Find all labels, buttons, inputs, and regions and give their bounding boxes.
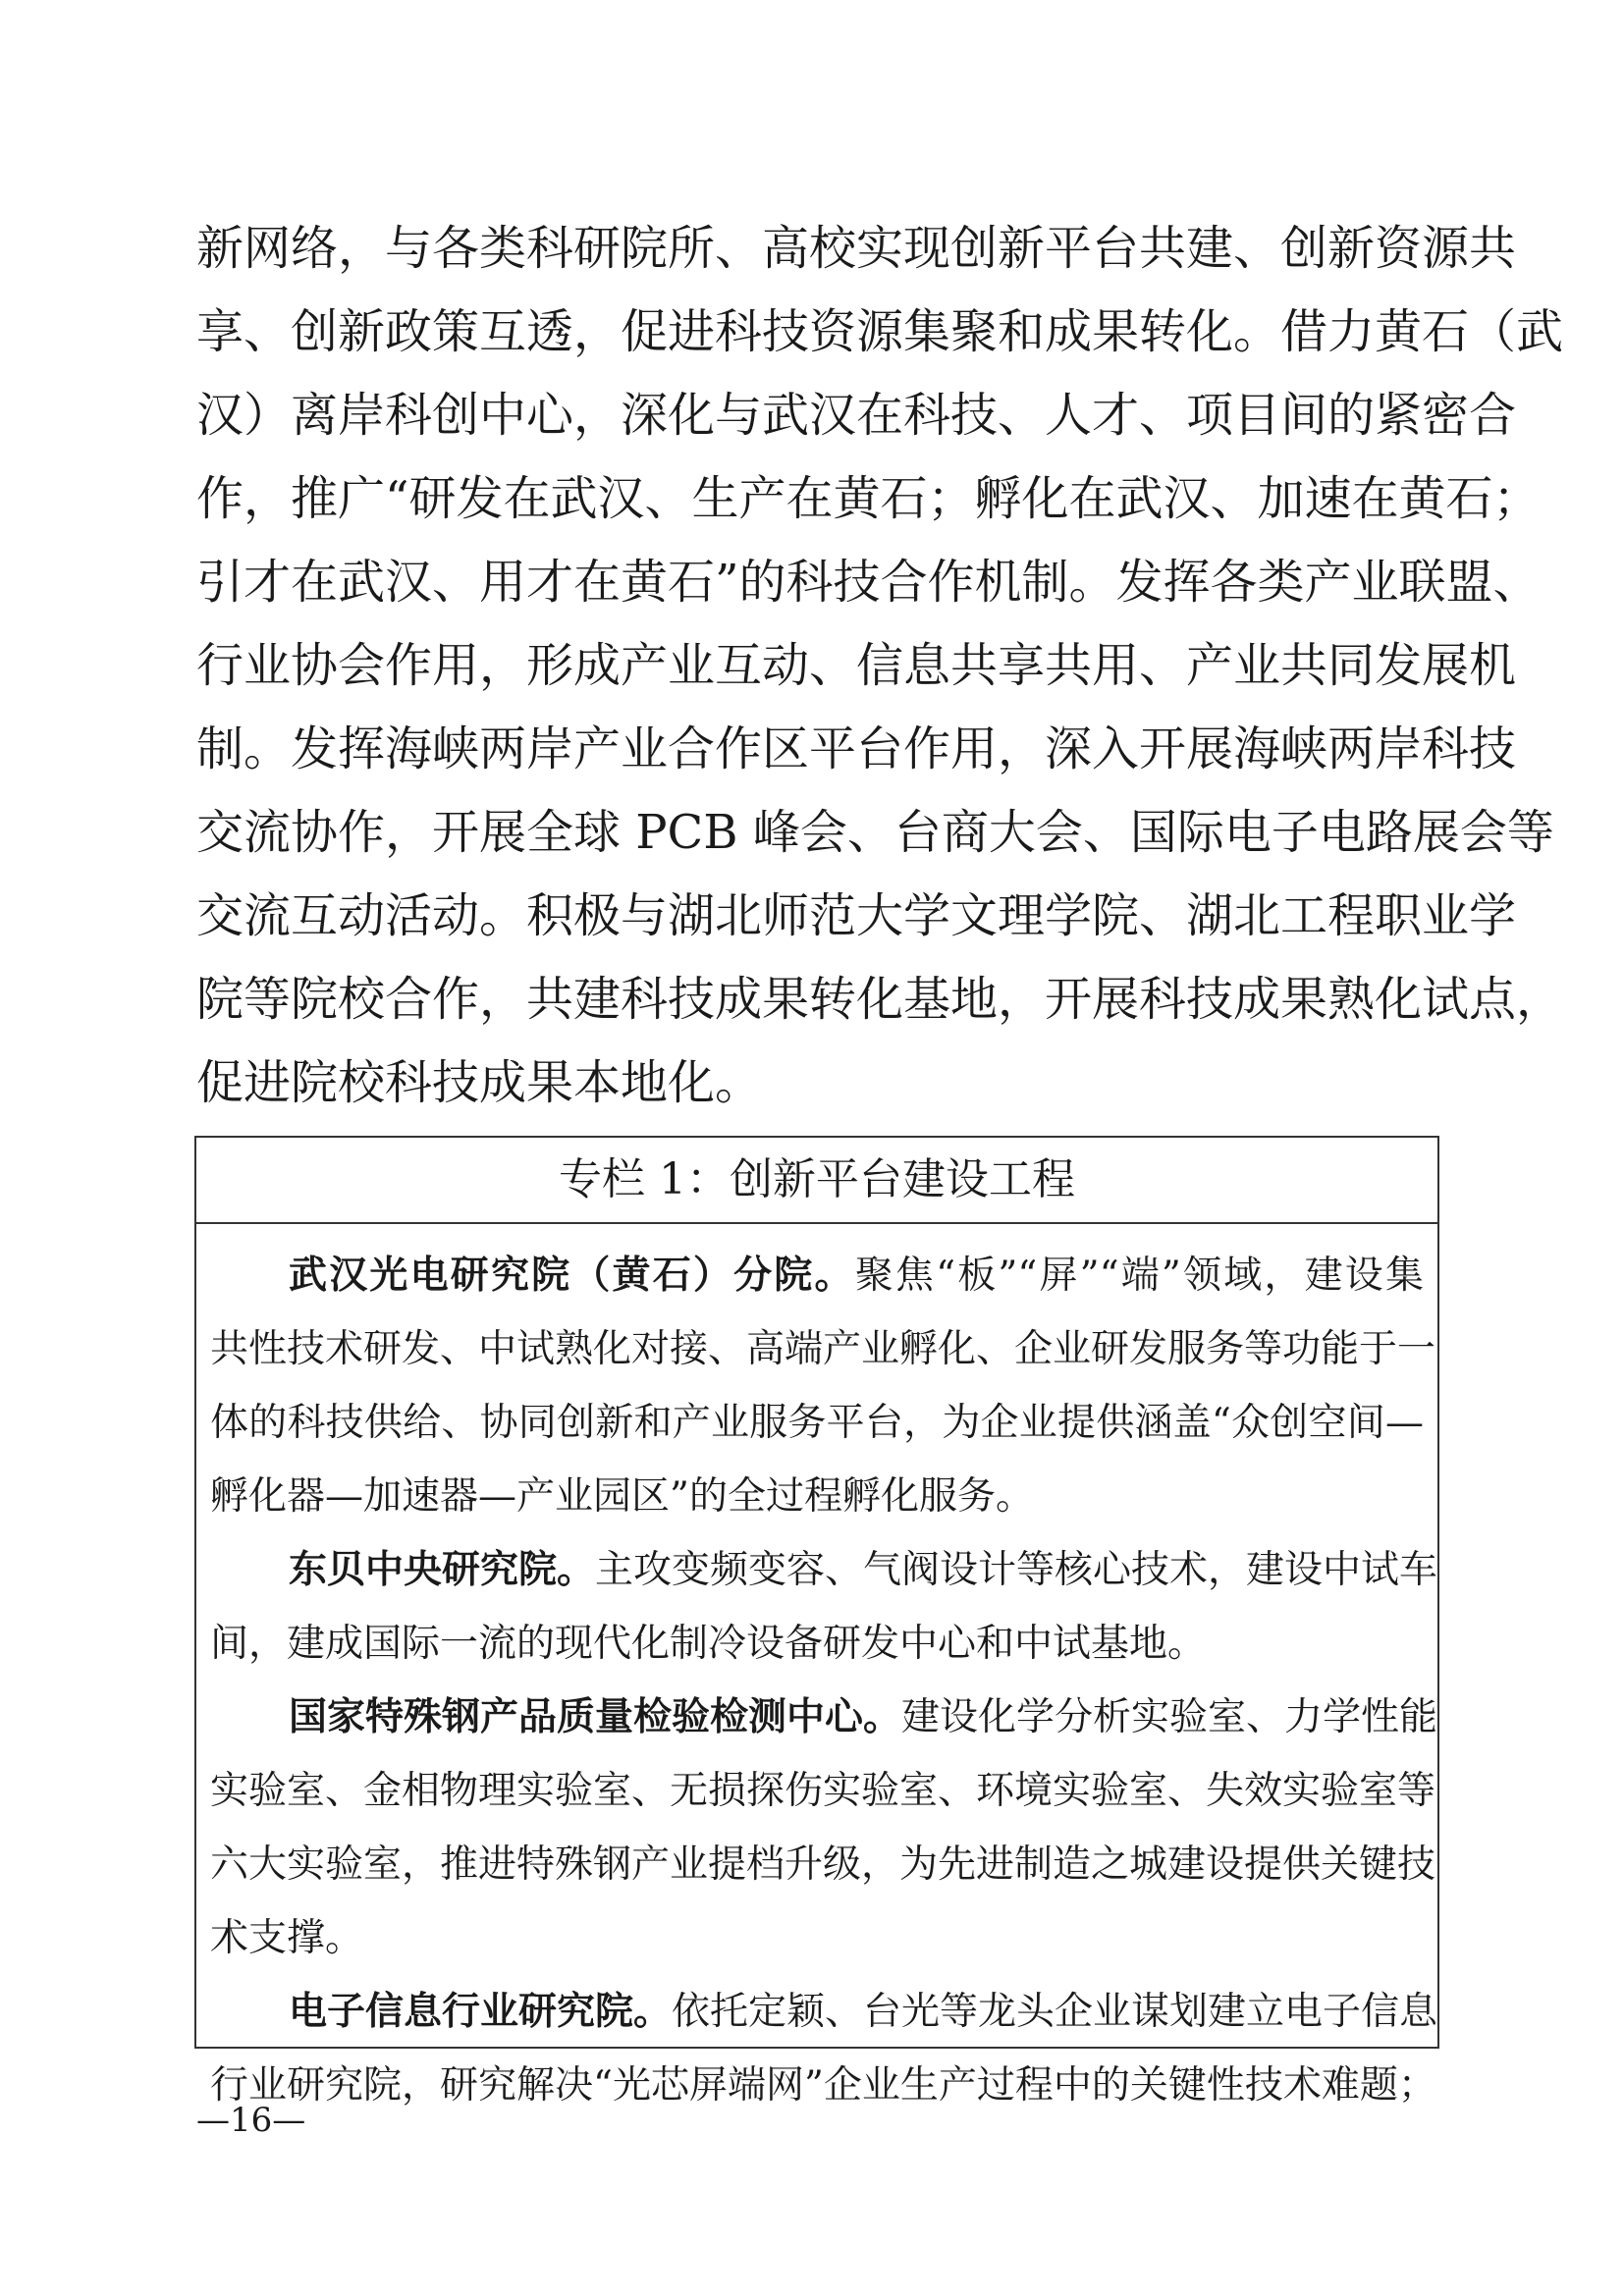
- item-title: 武汉光电研究院（黄石）分院。: [289, 1253, 855, 1298]
- box-line: [210, 1694, 1438, 1739]
- box-line: 孵化器—加速器—产业园区”的全过程孵化服务。: [210, 1474, 1034, 1519]
- page-number: —16—: [196, 2101, 306, 2140]
- body-line: 制。发挥海峡两岸产业合作区平台作用，深入开展海峡两岸科技: [196, 721, 1517, 776]
- item-text: 主攻变频变容、气阀设计等核心技术，建设中试车: [595, 1548, 1438, 1592]
- box-line: 术支撑。: [210, 1916, 364, 1960]
- box-line: 共性技术研发、中试熟化对接、高端产业孵化、企业研发服务等功能于一: [210, 1327, 1436, 1371]
- column-box-title: 专栏 1：创新平台建设工程: [559, 1154, 1075, 1204]
- column-box-header: [196, 1138, 1437, 1224]
- box-line: 间，建成国际一流的现代化制冷设备研发中心和中试基地。: [210, 1622, 1207, 1666]
- body-line: 享、创新政策互透，促进科技资源集聚和成果转化。借力黄石（武: [196, 304, 1564, 359]
- item-text: 建设化学分析实验室、力学性能: [901, 1695, 1438, 1739]
- body-line: 引才在武汉、用才在黄石”的科技合作机制。发挥各类产业联盟、: [196, 555, 1541, 610]
- box-line: 行业研究院，研究解决“光芯屏端网”企业生产过程中的关键性技术难题；: [210, 2063, 1436, 2108]
- body-line: 行业协会作用，形成产业互动、信息共享共用、产业共同发展机: [196, 638, 1517, 693]
- column-box: [194, 1136, 1439, 2108]
- box-line: [210, 1547, 1438, 1592]
- body-line: 汉）离岸科创中心，深化与武汉在科技、人才、项目间的紧密合: [196, 388, 1517, 443]
- box-line: [210, 1989, 1438, 2034]
- item-text: 聚焦“板”“屏”“端”领域，建设集: [854, 1254, 1424, 1298]
- box-line: 六大实验室，推进特殊钢产业提档升级，为先进制造之城建设提供关键技: [210, 1842, 1436, 1887]
- body-line: 交流互动活动。积极与湖北师范大学文理学院、湖北工程职业学: [196, 888, 1517, 943]
- box-line: [210, 1253, 1424, 1298]
- item-text: 依托定颖、台光等龙头企业谋划建立电子信息: [672, 1990, 1438, 2034]
- body-line: 新网络，与各类科研院所、高校实现创新平台共建、创新资源共: [196, 221, 1517, 276]
- item-title: 东贝中央研究院。: [289, 1547, 596, 1592]
- body-line: 促进院校科技成果本地化。: [196, 1055, 763, 1110]
- box-line: 体的科技供给、协同创新和产业服务平台，为企业提供涵盖“众创空间—: [210, 1401, 1424, 1445]
- item-title: 国家特殊钢产品质量检验检测中心。: [289, 1694, 902, 1739]
- body-line: 作，推广“研发在武汉、生产在黄石；孵化在武汉、加速在黄石；: [196, 471, 1541, 526]
- body-line: 交流协作，开展全球 PCB 峰会、台商大会、国际电子电路展会等: [196, 805, 1554, 860]
- body-line: 院等院校合作，共建科技成果转化基地，开展科技成果熟化试点，: [196, 972, 1564, 1027]
- item-title: 电子信息行业研究院。: [289, 1989, 673, 2034]
- box-line: 实验室、金相物理实验室、无损探伤实验室、环境实验室、失效实验室等: [210, 1769, 1436, 1813]
